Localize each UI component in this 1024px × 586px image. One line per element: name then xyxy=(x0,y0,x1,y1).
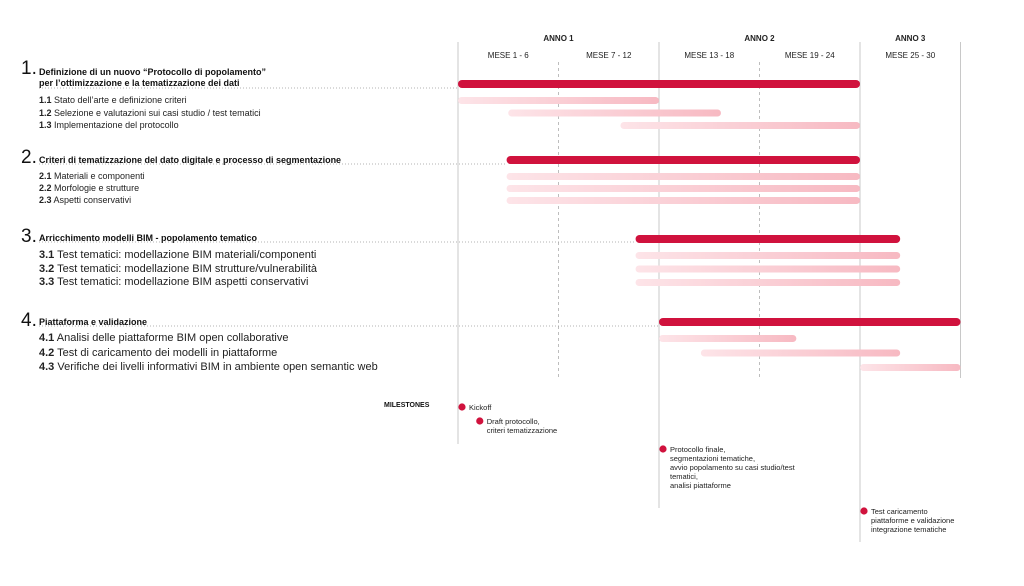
task-label xyxy=(39,95,187,106)
section-title: per l’ottimizzazione e la tematizzazione dei dati xyxy=(39,78,240,88)
milestone-label-line: piattaforme e validazione xyxy=(871,516,955,525)
milestone-label-line: analisi piattaforme xyxy=(670,481,731,490)
subtask-bar xyxy=(636,266,901,273)
task-text: Materiali e componenti xyxy=(54,171,145,181)
task-text: Morfologie e strutture xyxy=(54,183,140,193)
task-text: Analisi delle piattaforme BIM open collaborative xyxy=(56,332,289,344)
task-label xyxy=(39,332,289,345)
task-id: 2.2 xyxy=(39,183,52,193)
year-header: ANNO 1 xyxy=(543,34,574,43)
milestone-label-line: integrazione tematiche xyxy=(871,525,947,534)
milestone-label-line: Draft protocollo, xyxy=(486,417,540,426)
task-text: Implementazione del protocollo xyxy=(54,120,179,130)
task-label xyxy=(39,120,179,131)
milestone-label-line: segmentazioni tematiche, xyxy=(670,454,756,463)
section-main-bar xyxy=(507,156,860,164)
milestone-label-line: tematici, xyxy=(670,472,698,481)
task-id: 1.3 xyxy=(39,120,52,130)
section-number: 4. xyxy=(21,310,37,331)
task-id: 4.3 xyxy=(39,361,55,373)
month-header: MESE 7 - 12 xyxy=(586,51,632,60)
task-label xyxy=(39,276,308,289)
task-id: 4.1 xyxy=(39,332,55,344)
task-label xyxy=(39,195,131,206)
task-id: 3.2 xyxy=(39,262,55,275)
subtask-bar xyxy=(701,350,900,357)
month-header: MESE 19 - 24 xyxy=(784,51,835,60)
milestones-heading: MILESTONES xyxy=(384,402,430,409)
milestone-label-line: Test caricamento xyxy=(871,507,928,516)
milestone-label xyxy=(487,417,557,435)
task-text: Verifiche dei livelli informativi BIM in ambiente open semantic web xyxy=(57,361,378,373)
task-id: 3.1 xyxy=(39,249,55,261)
task-label xyxy=(39,347,277,360)
milestone-label-line: avvio popolamento su casi studio/test xyxy=(670,463,795,472)
milestone-dot xyxy=(476,417,483,424)
task-id: 2.1 xyxy=(39,171,52,181)
milestone-label xyxy=(871,507,954,534)
task-text: Stato dell’arte e definizione criteri xyxy=(54,95,187,105)
milestone-label-line: criteri tematizzazione xyxy=(486,426,558,435)
subtask-bar xyxy=(507,185,860,192)
task-id: 2.3 xyxy=(39,195,52,205)
task-label xyxy=(39,361,378,374)
subtask-bar xyxy=(508,110,721,117)
task-label xyxy=(39,108,261,119)
milestone-label-line: Kickoff xyxy=(469,403,492,412)
subtask-bar xyxy=(620,122,860,129)
task-label xyxy=(39,263,317,276)
task-text: Aspetti conservativi xyxy=(53,195,132,205)
month-header: MESE 1 - 6 xyxy=(487,51,529,60)
milestone-dot xyxy=(860,507,867,514)
section-title: Criteri di tematizzazione del dato digitale e processo di segmentazione xyxy=(39,155,342,165)
section-main-bar xyxy=(458,80,860,88)
section-number: 2. xyxy=(21,147,37,168)
task-text: Test tematici: modellazione BIM aspetti conservativi xyxy=(57,276,309,288)
subtask-bar xyxy=(507,173,860,180)
subtask-bar xyxy=(659,335,796,342)
task-label xyxy=(39,183,139,194)
task-id: 4.2 xyxy=(39,346,55,359)
section-main-bar xyxy=(636,235,901,243)
subtask-bar xyxy=(860,364,961,371)
month-header: MESE 25 - 30 xyxy=(885,51,936,60)
subtask-bar xyxy=(636,279,901,286)
subtask-bar xyxy=(636,252,901,259)
milestone-label xyxy=(469,403,491,412)
task-text: Test di caricamento dei modelli in piattaforme xyxy=(57,346,278,359)
section-number: 1. xyxy=(21,58,37,79)
task-id: 1.1 xyxy=(39,95,52,105)
milestone-dot xyxy=(659,445,666,452)
task-id: 1.2 xyxy=(39,107,52,118)
task-label xyxy=(39,171,145,182)
year-header: ANNO 2 xyxy=(744,34,775,43)
milestone-label xyxy=(670,445,795,490)
task-bars xyxy=(458,80,961,371)
task-text: Test tematici: modellazione BIM materiali/componenti xyxy=(57,249,317,261)
task-text: Selezione e valutazioni sui casi studio / test tematici xyxy=(54,107,261,118)
milestone-dot xyxy=(458,403,465,410)
subtask-bar xyxy=(507,197,860,204)
task-label xyxy=(39,249,316,262)
milestone-label-line: Protocollo finale, xyxy=(670,445,726,454)
task-text: Test tematici: modellazione BIM strutture/vulnerabilità xyxy=(57,262,317,275)
section-number: 3. xyxy=(21,226,37,247)
month-header: MESE 13 - 18 xyxy=(684,51,735,60)
task-id: 3.3 xyxy=(39,276,55,288)
year-header: ANNO 3 xyxy=(895,34,926,43)
subtask-bar xyxy=(458,97,659,104)
section-title: Piattaforma e validazione xyxy=(39,317,148,327)
section-title: Arricchimento modelli BIM - popolamento tematico xyxy=(39,233,258,243)
section-main-bar xyxy=(659,318,961,326)
section-title: Definizione di un nuovo “Protocollo di popolamento” xyxy=(39,67,266,77)
